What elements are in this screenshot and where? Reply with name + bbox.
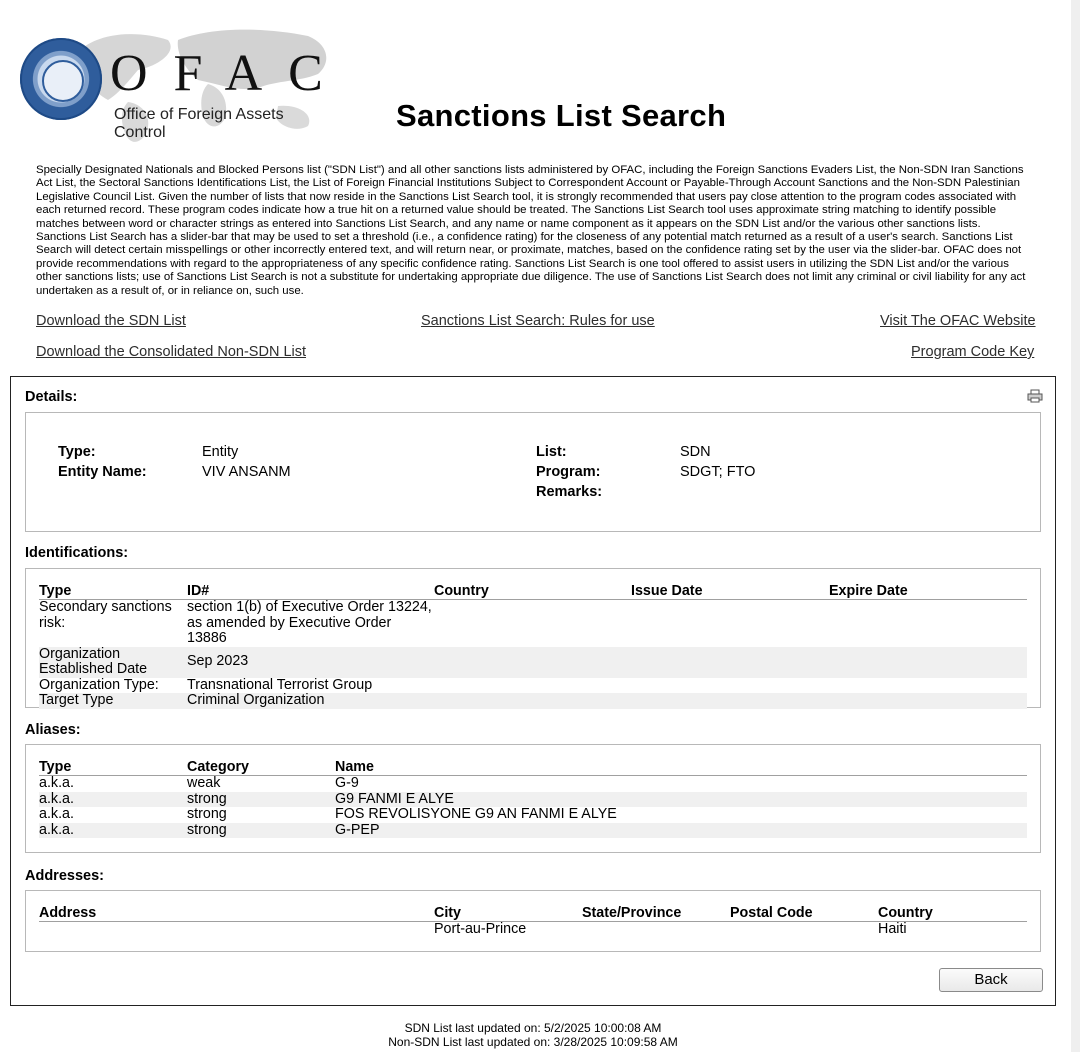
table-row [39,922,1027,938]
id-col-type: Type [39,581,187,600]
id-type-cell: Secondary sanctions risk: [39,599,172,631]
id-expire-cell [829,678,1027,694]
addresses-box [25,890,1041,952]
details-panel [10,376,1056,1006]
address-state-cell [582,922,730,938]
id-country-cell [434,647,631,678]
id-type-cell: Organization Established Date [39,647,187,678]
alias-type-cell: a.k.a. [39,823,187,839]
aliases-heading: Aliases: [25,722,81,738]
id-country-cell [434,678,631,694]
table-row [39,776,1027,792]
alias-category-cell: weak [187,775,221,791]
address-country-cell: Haiti [878,921,907,937]
table-row [39,693,1027,709]
address-col-address: Address [39,903,434,922]
alias-category-cell: strong [187,823,335,839]
table-row [39,600,1027,647]
program-code-key-link[interactable]: Program Code Key [911,344,1035,360]
table-row [39,678,1027,694]
back-button[interactable]: Back [939,968,1043,992]
table-row [39,647,1027,678]
addresses-heading: Addresses: [25,868,104,884]
download-non-sdn-link[interactable]: Download the Consolidated Non-SDN List [36,344,307,360]
alias-category-cell: strong [187,792,335,808]
id-col-expire-date: Expire Date [829,581,1027,600]
non-sdn-last-updated: Non-SDN List last updated on: 3/28/2025 10:09:58 AM [388,1035,678,1049]
address-cell [39,922,434,938]
sdn-last-updated: SDN List last updated on: 5/2/2025 10:00:08 AM [404,1021,662,1035]
ofac-logo[interactable] [18,22,349,150]
id-issue-cell [631,600,829,647]
alias-type-cell: a.k.a. [39,806,74,822]
alias-type-cell: a.k.a. [39,775,74,791]
id-col-issue-date: Issue Date [631,581,829,600]
printer-icon[interactable] [1027,389,1043,403]
table-row [39,823,1027,839]
id-number-cell: Transnational Terrorist Group [187,676,373,693]
program-value: SDGT; FTO [680,464,756,480]
program-label: Program: [536,464,601,480]
intro-paragraph: Specially Designated Nationals and Blocked Persons list ("SDN List") and all other sanctions lists administered by OFAC, including the Foreign Sanctions Evaders List, the Non-SDN Iran Sanctions Act List, the Sectoral Sanctions Identifications List, the List of Foreign Financial Institutions Subject to Correspondent Account or Payable-Through Account Sanctions and the Non-SDN Palestinian Legislative Council List. Given the number of lists that now reside in the Sanctions List Search tool, it is strongly recommended that users pay close attention to the program codes associated with each returned record. These program codes indicate how a true hit on a returned value should be treated. The Sanctions List Search tool uses approximate string matching to identify possible matches between word or character strings as entered into Sanctions List Search, and any name or name component as it appears on the SDN List and/or the various other sanctions lists. Sanctions List Search has a slider-bar that may be used to set a threshold (i.e., a confidence rating) for the closeness of any potential match returned as a result of a user's search. Sanctions List Search will detect certain misspellings or other incorrectly entered text, and will return near, or proximate, matches, based on the confidence rating set by the user via the slider-bar. OFAC does not provide recommendations with regard to the appropriateness of any specific confidence rating. Sanctions List Search is one tool offered to assist users in utilizing the SDN List and/or the various other sanctions lists; use of Sanctions List Search is not a substitute for undertaking appropriate due diligence. The use of Sanctions List Search does not limit any criminal or civil liability for any act undertaken as a result of, or in reliance on, such use. [36,164,1026,297]
id-country-cell [434,600,631,647]
remarks-label: Remarks: [536,484,603,500]
alias-col-name: Name [335,757,1027,776]
table-row [39,807,1027,823]
address-col-country: Country [878,903,1027,922]
id-country-cell [434,693,631,709]
id-col-country: Country [434,581,631,600]
id-number-cell: section 1(b) of Executive Order 13224, as amended by Executive Order 13886 [187,599,432,646]
page-title: Sanctions List Search [396,98,727,133]
id-type-cell: Organization Type: [39,676,159,693]
details-box [25,412,1041,532]
alias-type-cell: a.k.a. [39,792,187,808]
alias-name-cell: G9 FANMI E ALYE [335,792,1027,808]
alias-col-category: Category [187,757,335,776]
id-number-cell: Criminal Organization [187,693,434,709]
id-col-id: ID# [187,581,434,600]
alias-name-cell: G-PEP [335,823,1027,839]
address-col-city: City [434,903,582,922]
addresses-table [39,903,1027,938]
download-sdn-link[interactable]: Download the SDN List [36,313,186,329]
identifications-table [39,581,1027,709]
address-col-state: State/Province [582,903,730,922]
table-row [39,792,1027,808]
address-postal-cell [730,922,878,938]
address-col-postal: Postal Code [730,903,878,922]
visit-ofac-link[interactable]: Visit The OFAC Website [880,313,1036,329]
rules-for-use-link[interactable]: Sanctions List Search: Rules for use [421,313,655,329]
list-label: List: [536,444,567,460]
logo-subtitle: Office of Foreign Assets Control [114,106,284,141]
page-scrollbar[interactable] [1071,0,1080,1052]
list-value: SDN [680,444,711,460]
entity-name-value: VIV ANSANM [202,464,291,480]
type-label: Type: [58,444,96,460]
id-issue-cell [631,678,829,694]
alias-category-cell: strong [187,806,227,822]
id-expire-cell [829,647,1027,678]
details-heading: Details: [25,389,78,405]
id-expire-cell [829,600,1027,647]
alias-name-cell: G-9 [335,775,359,791]
aliases-table [39,757,1027,838]
treasury-seal-icon [20,38,102,120]
entity-name-label: Entity Name: [58,464,147,480]
logo-letters: OFAC [110,45,349,102]
type-value: Entity [202,444,239,460]
address-city-cell: Port-au-Prince [434,921,527,937]
alias-col-type: Type [39,757,187,776]
id-expire-cell [829,693,1027,709]
aliases-box [25,744,1041,853]
id-issue-cell [631,647,829,678]
id-issue-cell [631,693,829,709]
id-type-cell: Target Type [39,693,187,709]
alias-name-cell: FOS REVOLISYONE G9 AN FANMI E ALYE [335,806,617,822]
identifications-heading: Identifications: [25,545,129,561]
identifications-box [25,568,1041,708]
id-number-cell: Sep 2023 [187,647,434,678]
